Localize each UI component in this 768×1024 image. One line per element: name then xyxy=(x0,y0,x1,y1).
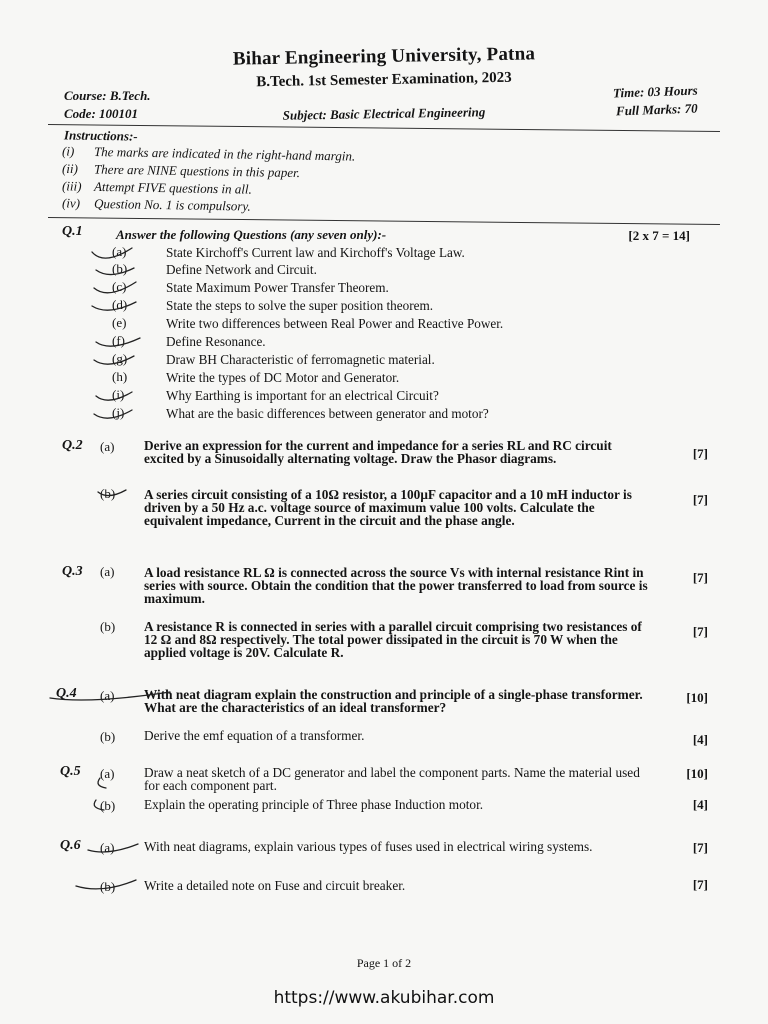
question-text: With neat diagrams, explain various types of fuses used in electrical wiring systems. xyxy=(144,839,593,854)
question-text: Derive an expression for the current and impedance for a series RL and RC circuit excited by a Sinusoidally alternating voltage. Draw the Phasor diagrams. xyxy=(144,438,612,466)
question-number: Q.1 xyxy=(62,224,83,239)
instruction-item: (i) The marks are indicated in the right-hand margin. xyxy=(61,143,356,164)
part-label: (a) xyxy=(100,840,115,855)
part-label: (b) xyxy=(100,798,116,813)
exam-title: B.Tech. 1st Semester Examination, 2023 xyxy=(256,69,512,91)
question-text: A series circuit consisting of a 10Ω resistor, a 100μF capacitor and a 10 mH inductor is driven by a 50 Hz a.c. voltage source of maximum value 100 volts. Calculate the equivalent impedance, Current in the circuit and the phase angle. xyxy=(144,487,632,528)
question-text: A load resistance RL Ω is connected across the source Vs with internal resistance Rint in series with source. Obtain the condition that the power transferred to load from source is maximum. xyxy=(144,565,648,606)
q1-item-text: Why Earthing is important for an electrical Circuit? xyxy=(166,388,439,403)
time-label: Time: 03 Hours xyxy=(612,82,699,101)
instruction-item: (ii) There are NINE questions in this paper. xyxy=(61,160,301,181)
q1-item-label: (b) xyxy=(112,261,128,276)
question-marks: [7] xyxy=(692,446,708,461)
question-marks: [4] xyxy=(692,732,708,747)
q1-item-label: (c) xyxy=(112,279,127,294)
part-label: (b) xyxy=(100,879,116,894)
question-number: Q.6 xyxy=(60,838,81,853)
question-text: Draw a neat sketch of a DC generator and label the component parts. Name the material used for each component part. xyxy=(144,765,640,793)
header-divider xyxy=(48,124,720,132)
question-text: Explain the operating principle of Three phase Induction motor. xyxy=(144,797,484,812)
question-marks: [4] xyxy=(692,797,708,812)
q1-item-label: (h) xyxy=(112,369,128,384)
q1-item-text: State the steps to solve the super position theorem. xyxy=(166,298,434,313)
q1-item-label: (j) xyxy=(112,405,125,420)
question-number: Q.5 xyxy=(60,764,81,779)
page-number: Page 1 of 2 xyxy=(356,956,412,970)
instructions-divider xyxy=(48,217,720,225)
question-marks: [7] xyxy=(692,624,708,639)
question-marks: [10] xyxy=(686,690,708,705)
course-label: Course: B.Tech. xyxy=(64,88,151,103)
question-marks: [7] xyxy=(692,492,708,507)
code-label: Code: 100101 xyxy=(64,106,139,121)
q1-item-text: State Maximum Power Transfer Theorem. xyxy=(166,280,389,295)
question-marks: [7] xyxy=(692,570,708,585)
question-text: A resistance R is connected in series with a parallel circuit comprising two resistances of 12 Ω and 8Ω respectively. The total power dissipated in the circuit is 70 W when the applied voltage is 20V. Calculate R. xyxy=(144,619,642,660)
full-marks-label: Full Marks: 70 xyxy=(616,100,699,119)
q1-heading: Answer the following Questions (any seven only):- xyxy=(116,227,387,242)
instructions-heading: Instructions:- xyxy=(63,127,138,144)
subject-label: Subject: Basic Electrical Engineering xyxy=(282,104,486,123)
part-label: (a) xyxy=(100,439,115,454)
question-marks: [7] xyxy=(692,877,708,892)
question-text: Derive the emf equation of a transformer. xyxy=(144,728,365,743)
q1-item-label: (f) xyxy=(112,333,125,348)
q1-item-label: (d) xyxy=(112,297,128,312)
question-number: Q.2 xyxy=(62,438,83,453)
part-label: (a) xyxy=(100,766,115,781)
question-text: With neat diagram explain the construction and principle of a single-phase transformer. What are the characteristics of an ideal transformer? xyxy=(144,687,643,715)
question-number: Q.4 xyxy=(56,686,77,701)
q1-marks: [2 x 7 = 14] xyxy=(628,228,690,243)
part-label: (a) xyxy=(100,688,115,703)
instruction-item: (iii) Attempt FIVE questions in all. xyxy=(61,178,252,197)
q1-item-label: (i) xyxy=(112,387,125,402)
part-label: (b) xyxy=(100,729,116,744)
q1-item-text: What are the basic differences between generator and motor? xyxy=(166,406,489,421)
question-number: Q.3 xyxy=(62,564,83,579)
question-marks: [10] xyxy=(686,766,708,781)
part-label: (b) xyxy=(100,619,116,634)
instruction-item: (iv) Question No. 1 is compulsory. xyxy=(61,195,251,214)
q1-item-label: (g) xyxy=(112,351,128,366)
university-title: Bihar Engineering University, Patna xyxy=(232,43,536,70)
q1-item-text: Define Resonance. xyxy=(166,334,266,349)
q1-item-text: Write the types of DC Motor and Generator. xyxy=(166,370,400,385)
source-url: https://www.akubihar.com xyxy=(273,988,495,1008)
question-marks: [7] xyxy=(692,840,708,855)
part-label: (a) xyxy=(100,564,115,579)
q1-item-text: Draw BH Characteristic of ferromagnetic material. xyxy=(166,352,435,367)
question-text: Write a detailed note on Fuse and circuit breaker. xyxy=(144,878,406,893)
q1-item-text: State Kirchoff's Current law and Kirchoff's Voltage Law. xyxy=(166,245,465,260)
q1-item-text: Define Network and Circuit. xyxy=(166,262,317,277)
q1-item-text: Write two differences between Real Power and Reactive Power. xyxy=(166,316,504,331)
q1-item-label: (a) xyxy=(112,244,127,259)
q1-item-label: (e) xyxy=(112,315,127,330)
part-label: (b) xyxy=(100,486,116,501)
